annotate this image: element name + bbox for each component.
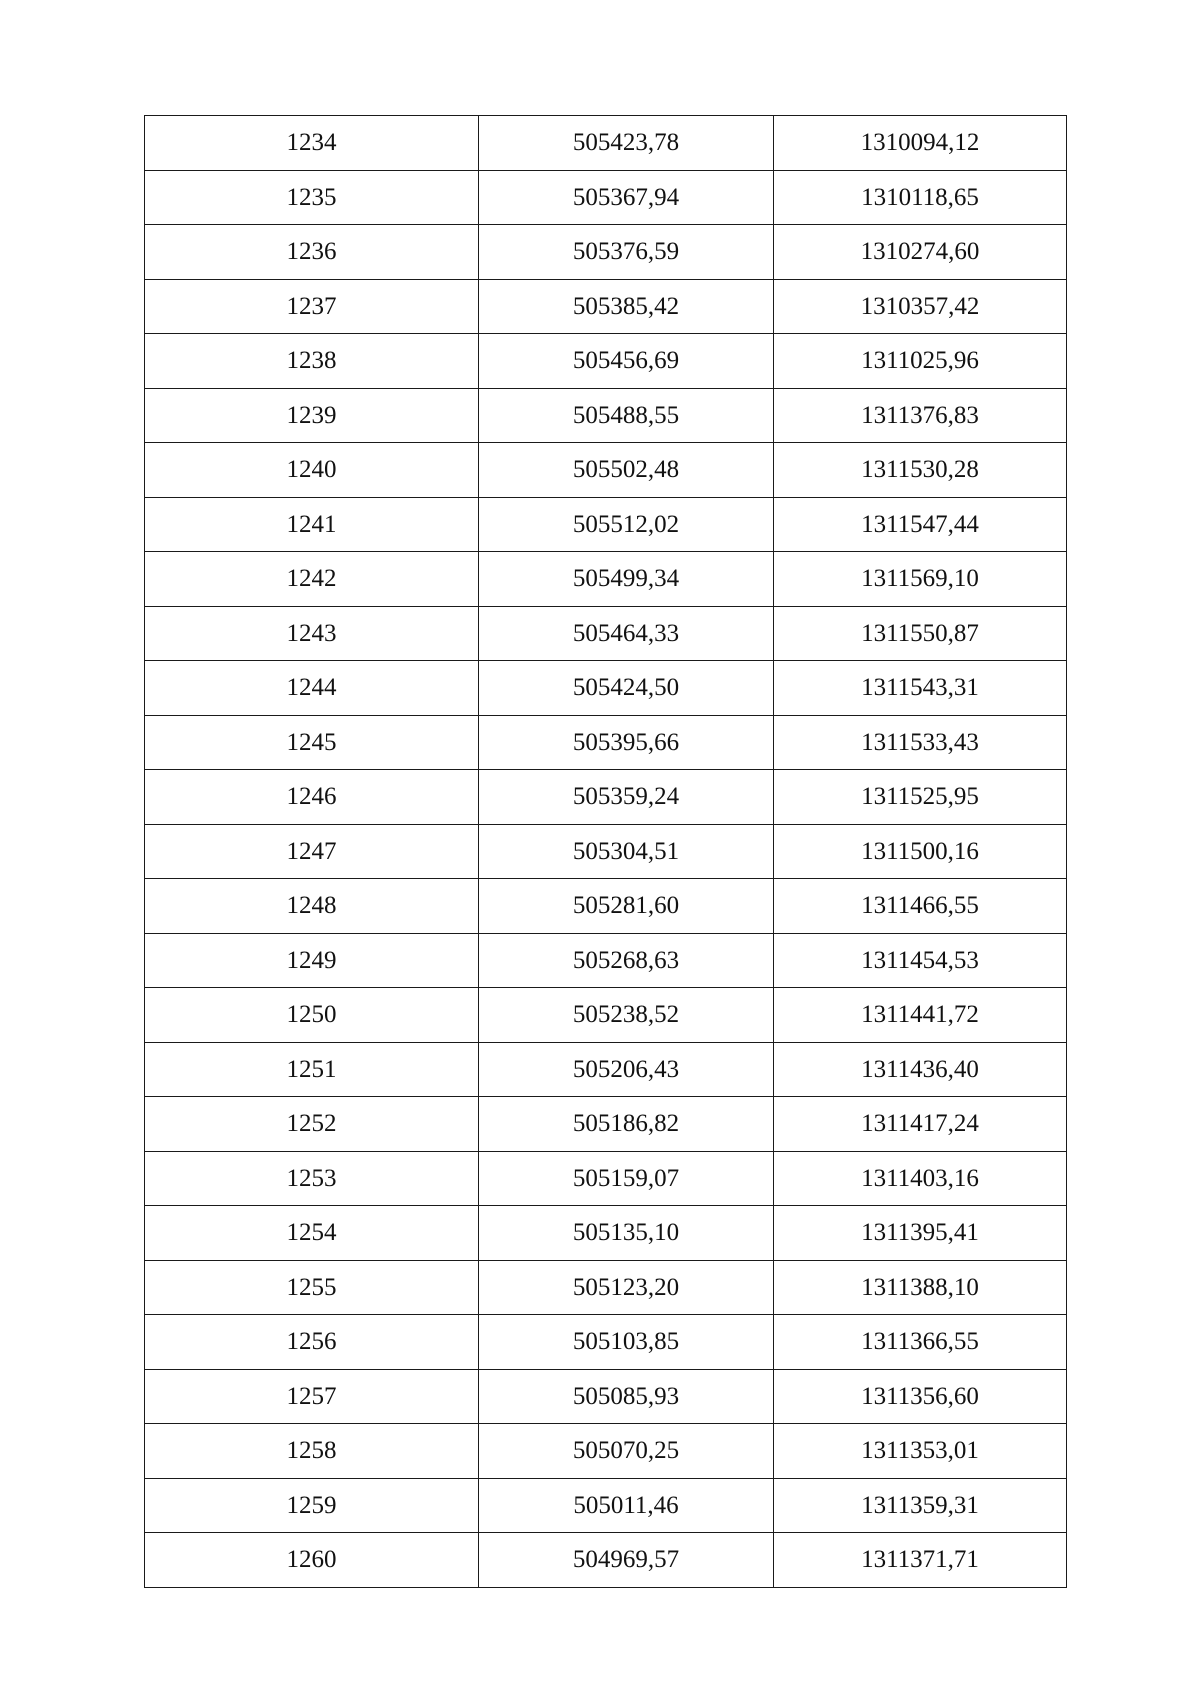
point-number-cell: 1236 — [145, 225, 479, 280]
y-coordinate-cell: 1311371,71 — [774, 1533, 1067, 1588]
x-coordinate-cell: 505359,24 — [479, 770, 774, 825]
x-coordinate-cell: 505512,02 — [479, 497, 774, 552]
point-number-cell: 1235 — [145, 170, 479, 225]
x-coordinate-cell: 505367,94 — [479, 170, 774, 225]
table-row — [145, 552, 1067, 607]
y-coordinate-cell: 1311403,16 — [774, 1151, 1067, 1206]
point-number-cell: 1238 — [145, 334, 479, 389]
coordinates-table — [144, 115, 1067, 1588]
x-coordinate-cell: 505281,60 — [479, 879, 774, 934]
point-number-cell: 1244 — [145, 661, 479, 716]
point-number-cell: 1259 — [145, 1478, 479, 1533]
y-coordinate-cell: 1311436,40 — [774, 1042, 1067, 1097]
point-number-cell: 1255 — [145, 1260, 479, 1315]
x-coordinate-cell: 505070,25 — [479, 1424, 774, 1479]
x-coordinate-cell: 505385,42 — [479, 279, 774, 334]
table-row — [145, 770, 1067, 825]
x-coordinate-cell: 505488,55 — [479, 388, 774, 443]
y-coordinate-cell: 1311395,41 — [774, 1206, 1067, 1261]
table-row — [145, 334, 1067, 389]
y-coordinate-cell: 1311543,31 — [774, 661, 1067, 716]
x-coordinate-cell: 505085,93 — [479, 1369, 774, 1424]
table-row — [145, 661, 1067, 716]
point-number-cell: 1257 — [145, 1369, 479, 1424]
x-coordinate-cell: 505011,46 — [479, 1478, 774, 1533]
x-coordinate-cell: 505159,07 — [479, 1151, 774, 1206]
x-coordinate-cell: 505499,34 — [479, 552, 774, 607]
y-coordinate-cell: 1311530,28 — [774, 443, 1067, 498]
table-row — [145, 1042, 1067, 1097]
table-row — [145, 988, 1067, 1043]
table-row — [145, 1369, 1067, 1424]
y-coordinate-cell: 1311025,96 — [774, 334, 1067, 389]
y-coordinate-cell: 1310357,42 — [774, 279, 1067, 334]
y-coordinate-cell: 1311376,83 — [774, 388, 1067, 443]
y-coordinate-cell: 1311359,31 — [774, 1478, 1067, 1533]
x-coordinate-cell: 505123,20 — [479, 1260, 774, 1315]
table-row — [145, 1206, 1067, 1261]
point-number-cell: 1250 — [145, 988, 479, 1043]
point-number-cell: 1242 — [145, 552, 479, 607]
x-coordinate-cell: 505206,43 — [479, 1042, 774, 1097]
x-coordinate-cell: 505395,66 — [479, 715, 774, 770]
point-number-cell: 1239 — [145, 388, 479, 443]
y-coordinate-cell: 1310094,12 — [774, 116, 1067, 171]
y-coordinate-cell: 1311547,44 — [774, 497, 1067, 552]
table-row — [145, 879, 1067, 934]
y-coordinate-cell: 1311356,60 — [774, 1369, 1067, 1424]
y-coordinate-cell: 1311441,72 — [774, 988, 1067, 1043]
table-row — [145, 606, 1067, 661]
y-coordinate-cell: 1311353,01 — [774, 1424, 1067, 1479]
point-number-cell: 1252 — [145, 1097, 479, 1152]
table-row — [145, 170, 1067, 225]
y-coordinate-cell: 1311550,87 — [774, 606, 1067, 661]
point-number-cell: 1234 — [145, 116, 479, 171]
x-coordinate-cell: 505456,69 — [479, 334, 774, 389]
x-coordinate-cell: 505186,82 — [479, 1097, 774, 1152]
y-coordinate-cell: 1311525,95 — [774, 770, 1067, 825]
point-number-cell: 1253 — [145, 1151, 479, 1206]
point-number-cell: 1247 — [145, 824, 479, 879]
x-coordinate-cell: 505135,10 — [479, 1206, 774, 1261]
table-row — [145, 824, 1067, 879]
table-row — [145, 388, 1067, 443]
x-coordinate-cell: 505268,63 — [479, 933, 774, 988]
point-number-cell: 1246 — [145, 770, 479, 825]
y-coordinate-cell: 1311417,24 — [774, 1097, 1067, 1152]
table-row — [145, 1533, 1067, 1588]
x-coordinate-cell: 505103,85 — [479, 1315, 774, 1370]
point-number-cell: 1256 — [145, 1315, 479, 1370]
point-number-cell: 1241 — [145, 497, 479, 552]
point-number-cell: 1240 — [145, 443, 479, 498]
point-number-cell: 1258 — [145, 1424, 479, 1479]
x-coordinate-cell: 505376,59 — [479, 225, 774, 280]
table-row — [145, 116, 1067, 171]
coordinates-table-body — [145, 116, 1067, 1588]
y-coordinate-cell: 1311466,55 — [774, 879, 1067, 934]
y-coordinate-cell: 1310118,65 — [774, 170, 1067, 225]
table-row — [145, 1260, 1067, 1315]
x-coordinate-cell: 505238,52 — [479, 988, 774, 1043]
x-coordinate-cell: 505502,48 — [479, 443, 774, 498]
y-coordinate-cell: 1311454,53 — [774, 933, 1067, 988]
table-row — [145, 1097, 1067, 1152]
x-coordinate-cell: 505304,51 — [479, 824, 774, 879]
point-number-cell: 1245 — [145, 715, 479, 770]
table-row — [145, 1151, 1067, 1206]
point-number-cell: 1249 — [145, 933, 479, 988]
table-row — [145, 443, 1067, 498]
y-coordinate-cell: 1311533,43 — [774, 715, 1067, 770]
table-row — [145, 715, 1067, 770]
point-number-cell: 1254 — [145, 1206, 479, 1261]
x-coordinate-cell: 505464,33 — [479, 606, 774, 661]
table-row — [145, 225, 1067, 280]
x-coordinate-cell: 505423,78 — [479, 116, 774, 171]
point-number-cell: 1251 — [145, 1042, 479, 1097]
point-number-cell: 1248 — [145, 879, 479, 934]
y-coordinate-cell: 1310274,60 — [774, 225, 1067, 280]
point-number-cell: 1243 — [145, 606, 479, 661]
y-coordinate-cell: 1311569,10 — [774, 552, 1067, 607]
table-row — [145, 1478, 1067, 1533]
table-row — [145, 279, 1067, 334]
y-coordinate-cell: 1311388,10 — [774, 1260, 1067, 1315]
y-coordinate-cell: 1311366,55 — [774, 1315, 1067, 1370]
point-number-cell: 1260 — [145, 1533, 479, 1588]
point-number-cell: 1237 — [145, 279, 479, 334]
table-row — [145, 1315, 1067, 1370]
x-coordinate-cell: 504969,57 — [479, 1533, 774, 1588]
table-row — [145, 1424, 1067, 1479]
x-coordinate-cell: 505424,50 — [479, 661, 774, 716]
y-coordinate-cell: 1311500,16 — [774, 824, 1067, 879]
table-row — [145, 497, 1067, 552]
table-row — [145, 933, 1067, 988]
